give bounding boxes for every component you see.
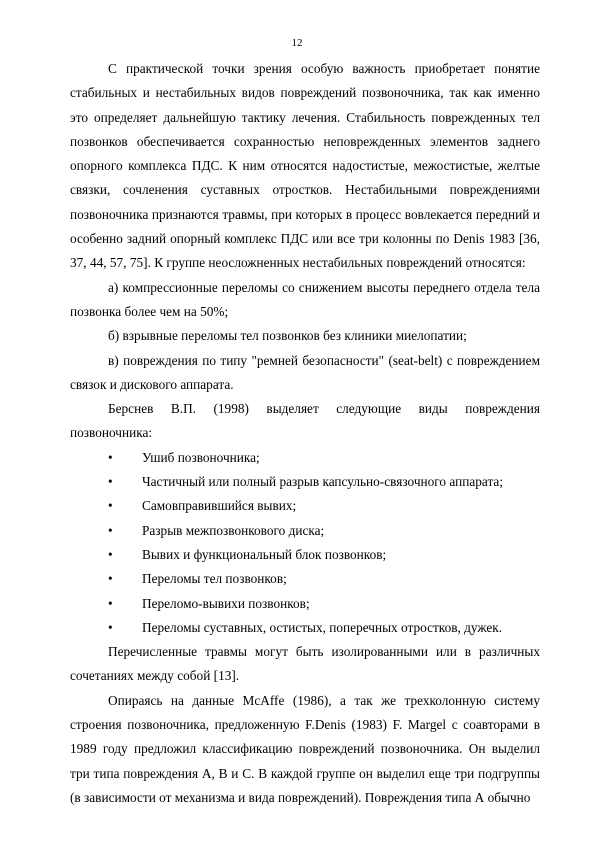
bullet-list xyxy=(70,446,540,640)
page-body xyxy=(70,57,540,810)
bullet-text: Переломы суставных, остистых, поперечных отростков, дужек. xyxy=(142,619,503,635)
list-item xyxy=(70,567,540,591)
paragraph-stability: С практической точки зрения особую важность приобретает понятие стабильных и нестабильных видов повреждений позвоночника, так как именно это определяет дальнейшую тактику лечения. Стабильность поврежденных тел позвонков обеспечивается сохранностью неповрежденных элементов заднего опорного комплекса ПДС. К ним относятся надостистые, межостистые, желтые связки, сочленения суставных отростков. Нестабильными повреждениями позвоночника признаются травмы, при которых в процесс вовлекается передний и особенно задний опорный комплекс ПДС или все три колонны по Denis 1983 [36, 37, 44, 57, 75]. К группе неосложненных нестабильных повреждений относятся: xyxy=(70,61,540,271)
paragraph-classification: Опираясь на данные McAffe (1986), а так же трехколонную систему строения позвоночника, предложенную F.Denis (1983) F. Margel с соавторами в 1989 году предложил классификацию повреждений позвоночника. Он выделил три типа повреждения А, В и С. В каждой группе он выделил еще три подгруппы (в зависимости от механизма и вида повреждений). Повреждения типа А обычно xyxy=(70,692,540,805)
paragraph-combinations: Перечисленные травмы могут быть изолированными или в различных сочетаниях между собой [13]. xyxy=(70,644,540,684)
list-item xyxy=(70,592,540,616)
bullet-text: Частичный или полный разрыв капсульно-связочного аппарата; xyxy=(142,474,504,490)
list-item-a: а) компрессионные переломы со снижением высоты переднего отдела тела позвонка более чем на 50%; xyxy=(70,279,540,319)
bullet-text: Ушиб позвоночника; xyxy=(142,449,260,465)
list-item xyxy=(70,494,540,518)
bullet-icon: • xyxy=(108,449,113,465)
page-number: 12 xyxy=(291,37,303,49)
list-item-b: б) взрывные переломы тел позвонков без клиники миелопатии; xyxy=(108,328,467,344)
bullet-text: Самовправившийся вывих; xyxy=(142,498,297,514)
list-item-c: в) повреждения по типу "ремней безопасности" (seat-belt) с повреждением связок и дискового аппарата. xyxy=(70,352,540,392)
bullet-icon: • xyxy=(108,498,113,514)
list-item xyxy=(70,446,540,470)
bullet-icon: • xyxy=(108,474,113,490)
paragraph-bersnev-intro: Берснев В.П. (1998) выделяет следующие виды повреждения позвоночника: xyxy=(70,401,540,441)
list-item xyxy=(70,543,540,567)
bullet-text: Переломы тел позвонков; xyxy=(142,571,287,587)
list-item xyxy=(70,470,540,494)
bullet-icon: • xyxy=(108,522,113,538)
list-item xyxy=(70,616,540,640)
bullet-icon: • xyxy=(108,571,113,587)
bullet-icon: • xyxy=(108,546,113,562)
bullet-icon: • xyxy=(108,619,113,635)
bullet-text: Разрыв межпозвонкового диска; xyxy=(142,522,325,538)
bullet-icon: • xyxy=(108,595,113,611)
bullet-text: Переломо-вывихи позвонков; xyxy=(142,595,310,611)
bullet-text: Вывих и функциональный блок позвонков; xyxy=(142,546,387,562)
list-item xyxy=(70,519,540,543)
